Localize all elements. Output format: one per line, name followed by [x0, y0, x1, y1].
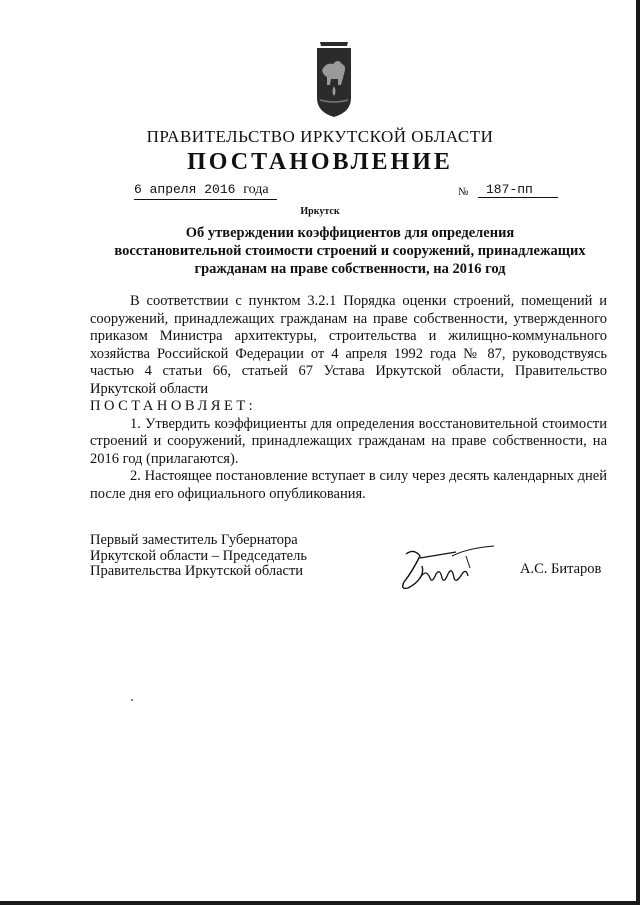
position-line: Иркутской области – Председатель — [90, 547, 307, 564]
document-body — [90, 293, 607, 503]
handwritten-signature-icon — [390, 538, 508, 598]
date-suffix: года — [243, 182, 269, 197]
document-number: 187-пп — [478, 182, 558, 198]
government-name: ПРАВИТЕЛЬСТВО ИРКУТСКОЙ ОБЛАСТИ — [146, 127, 494, 146]
position-line: Правительства Иркутской области — [90, 563, 304, 579]
date-value: 6 апреля 2016 — [134, 182, 236, 197]
city-name: Иркутск — [300, 206, 340, 217]
number-label: № — [458, 186, 469, 198]
coat-of-arms-icon — [314, 40, 354, 118]
document-date — [134, 182, 269, 198]
item-2-paragraph: 2. Настоящее постановление вступает в силу через десять календарных дней после дня его официального опубликования. — [90, 468, 607, 502]
document-type-title: ПОСТАНОВЛЕНИЕ — [187, 149, 453, 175]
document-subject — [90, 224, 610, 278]
subject-line: гражданам на праве собственности, на 2016 год — [194, 261, 506, 277]
position-line: Первый заместитель Губернатора — [90, 532, 298, 548]
scan-edge-bottom — [0, 901, 640, 905]
item-1-paragraph: 1. Утвердить коэффициенты для определения восстановительной стоимости строений и сооружений, принадлежащих гражданам на праве собственности, на 2016 год (прилагаются). — [90, 415, 607, 467]
preamble-paragraph: В соответствии с пунктом 3.2.1 Порядка оценки строений, помещений и сооружений, принадлежащих гражданам на праве собственности, утвержденного приказом Министра архитектуры, строительства и жилищно-коммунального хозяйства Российской Федерации от 4 апреля 1992 года № 87, руководствуясь частью 4 статьи 66, статьей 67 Устава Иркутской области, Правительство Иркутской области — [90, 293, 607, 397]
scan-speck — [131, 699, 133, 701]
resolves-heading: ПОСТАНОВЛЯЕТ: — [90, 398, 257, 414]
date-underline — [134, 199, 277, 200]
subject-line: Об утверждении коэффициентов для определения — [185, 225, 515, 241]
subject-line: восстановительной стоимости строений и сооружений, принадлежащих — [114, 243, 586, 259]
signatory-name: А.С. Битаров — [520, 561, 602, 577]
signatory-position — [90, 533, 307, 580]
